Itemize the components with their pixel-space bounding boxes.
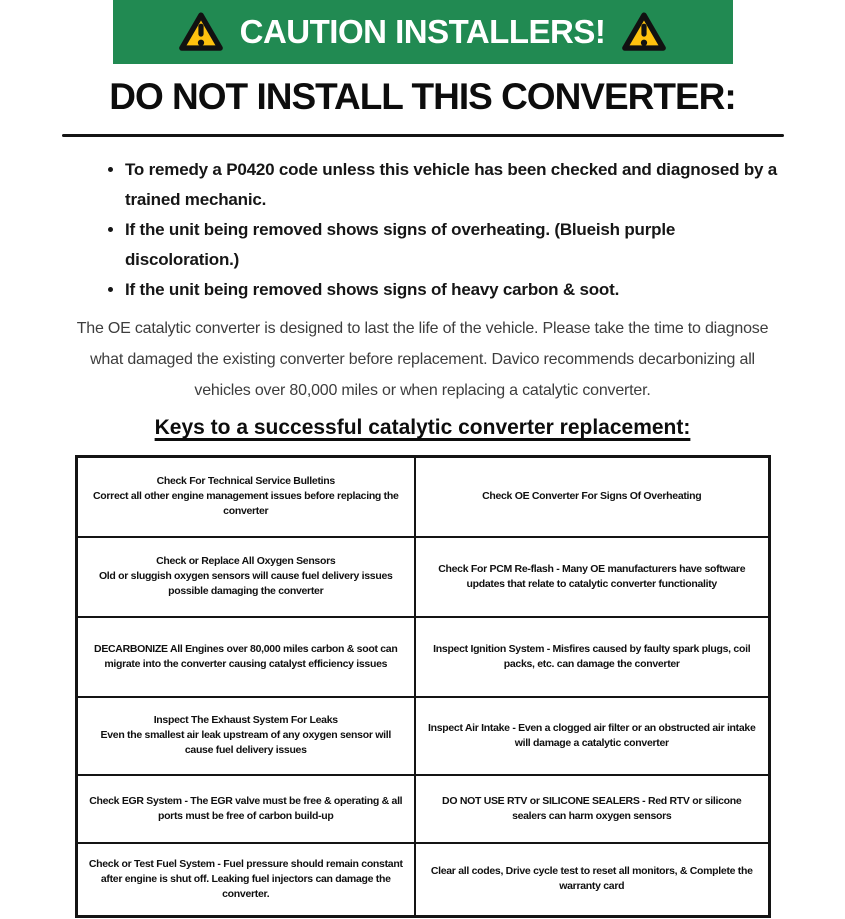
intro-line: The OE catalytic converter is designed to last the life of the vehicle. Please take the time to diagnose: [76, 320, 769, 337]
tip-body: Clear all codes, Drive cycle test to reset all monitors, & Complete the warranty card: [430, 865, 753, 893]
bullet-item: • To remedy a P0420 code unless this vehicle has been checked and diagnosed by a trained mechanic.: [125, 155, 793, 215]
tip-cell-right: [415, 843, 769, 917]
intro-line: vehicles over 80,000 miles or when replacing a catalytic converter.: [194, 382, 651, 399]
keys-heading: [0, 413, 845, 443]
bullet-item: • If the unit being removed shows signs of overheating. (Blueish purple discoloration.): [125, 215, 793, 275]
tip-title: Check For Technical Service Bulletins: [156, 475, 335, 488]
tip-body: Check For PCM Re-flash - Many OE manufacturers have software updates that relate to catalytic converter functionality: [438, 562, 746, 590]
tip-cell-left: [76, 457, 415, 537]
tip-cell-left: [76, 617, 415, 697]
tip-body: Inspect Air Intake - Even a clogged air filter or an obstructed air intake will damage a catalytic converter: [427, 721, 756, 749]
tip-cell-left: [76, 537, 415, 617]
tip-body: Old or sluggish oxygen sensors will cause fuel delivery issues possible damaging the converter: [98, 570, 393, 597]
tip-body: Inspect Ignition System - Misfires caused by faulty spark plugs, coil packs, etc. can damage the converter: [433, 642, 751, 670]
tip-cell-left: [76, 697, 415, 775]
tip-body: Check or Test Fuel System - Fuel pressure should remain constant after engine is shut off. Leaking fuel injectors can damage the converter.: [88, 857, 403, 900]
tip-body: Check EGR System - The EGR valve must be free & operating & all ports must be free of carbon build-up: [89, 794, 403, 822]
table-row: [76, 843, 769, 917]
tip-cell-right: [415, 457, 769, 537]
tip-title: Check OE Converter For Signs Of Overheating: [482, 490, 702, 503]
divider-line: [62, 134, 784, 137]
tip-cell-left: [76, 843, 415, 917]
tip-body: DO NOT USE RTV or SILICONE SEALERS - Red RTV or silicone sealers can harm oxygen sensors: [442, 794, 742, 822]
tip-body: Correct all other engine management issues before replacing the converter: [92, 490, 399, 518]
intro-line: what damaged the existing converter before replacement. Davico recommends decarbonizing all: [90, 351, 755, 368]
tips-table: [75, 455, 771, 918]
caution-banner: [113, 0, 733, 64]
tip-title: Inspect The Exhaust System For Leaks: [153, 714, 338, 726]
main-heading: DO NOT INSTALL THIS CONVERTER:: [109, 76, 736, 117]
table-row: [76, 457, 769, 537]
warning-triangle-icon: [178, 11, 224, 53]
tip-cell-right: [415, 697, 769, 775]
warning-triangle-icon: [621, 11, 667, 53]
table-row: [76, 537, 769, 617]
tip-body: DECARBONIZE All Engines over 80,000 miles carbon & soot can migrate into the converter causing catalyst efficiency issues: [94, 642, 398, 670]
table-row: [76, 775, 769, 843]
tip-body: Even the smallest air leak upstream of any oxygen sensor will cause fuel delivery issues: [100, 729, 391, 756]
banner-title: CAUTION INSTALLERS!: [239, 13, 606, 50]
tip-title: Check or Replace All Oxygen Sensors: [156, 555, 336, 567]
table-row: [76, 697, 769, 775]
tip-cell-right: [415, 617, 769, 697]
bullet-item: • If the unit being removed shows signs of heavy carbon & soot.: [125, 275, 793, 305]
intro-paragraph: [0, 313, 845, 406]
tip-cell-left: [76, 775, 415, 843]
warning-bullet-list: [103, 155, 793, 305]
tip-cell-right: [415, 775, 769, 843]
tip-cell-right: [415, 537, 769, 617]
keys-heading-text: Keys to a successful catalytic converter replacement:: [154, 416, 691, 439]
table-row: [76, 617, 769, 697]
